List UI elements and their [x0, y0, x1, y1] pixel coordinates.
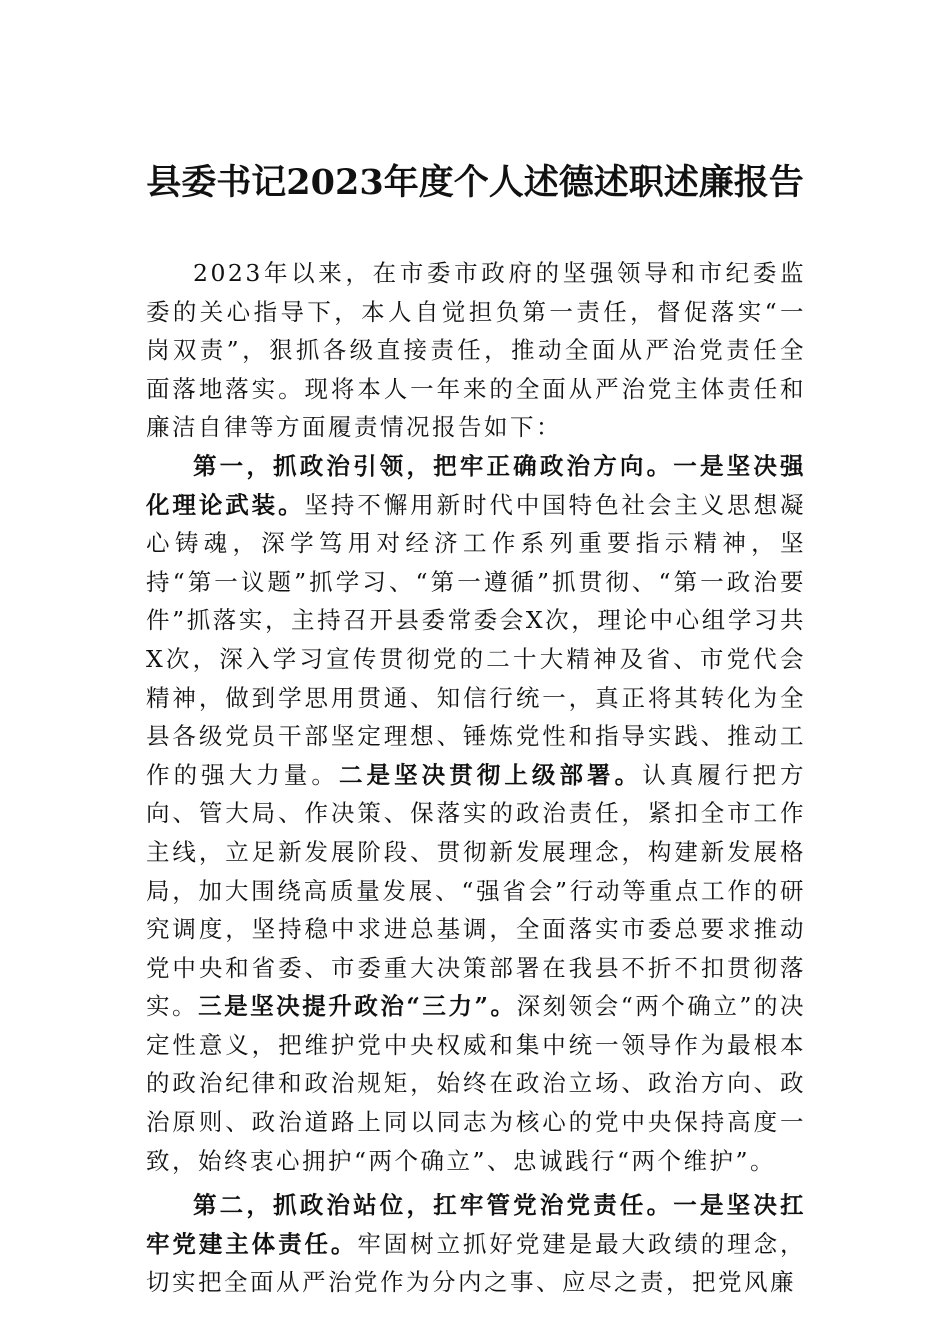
document-body: [146, 254, 806, 1302]
section-2-paragraph: [146, 1186, 806, 1302]
section-1-point-2-title: 二是坚决贯彻上级部署。: [338, 760, 643, 789]
section-2-heading: 第二，抓政治站位，扛牢管党治党责任。: [193, 1191, 674, 1220]
section-2-point-1-title: 一是坚决扛牢党建主体责任。: [146, 1191, 807, 1258]
document-title: 县委书记2023年度个人述德述职述廉报告: [146, 162, 804, 203]
section-1-point-3-title: 三是坚决提升政治“三力”。: [198, 992, 517, 1021]
section-1-point-1-text: 坚持不懈用新时代中国特色社会主义思想凝心铸魂，深学笃用对经济工作系列重要指示精神，坚持“第一议题”抓学习、“第一遵循”抓贯彻、“第一政治要件”抓落实，主持召开县委常委会X次，理论中心组学习共X次，深入学习宣传贯彻党的二十大精神及省、市党代会精神，做到学思用贯通、知信行统一，真正将其转化为全县各级党员干部坚定理想、锤炼党性和指导实践、推动工作的强大力量。: [146, 490, 806, 789]
section-2-point-1-text: 牢固树立抓好党建是最大政绩的理念，切实把全面从严治党作为分内之事、应尽之责，把党风廉: [146, 1229, 807, 1297]
section-1-point-3-text: 深刻领会“两个确立”的决定性意义，把维护党中央权威和集中统一领导作为最根本的政治纪律和政治规矩，始终在政治立场、政治方向、政治原则、政治道路上同以同志为核心的党中央保持高度一致，始终衷心拥护“两个确立”、忠诚践行“两个维护”。: [146, 992, 806, 1175]
section-1-point-2-text: 认真履行把方向、管大局、作决策、保落实的政治责任，紧扣全市工作主线，立足新发展阶段、贯彻新发展理念，构建新发展格局，加大围绕高质量发展、“强省会”行动等重点工作的研究调度，坚持稳中求进总基调，全面落实市委总要求推动党中央和省委、市委重大决策部署在我县不折不扣贯彻落实。: [146, 760, 807, 1021]
section-1-point-1-title: 一是坚决强化理论武装。: [146, 451, 807, 519]
intro-paragraph: 2023年以来，在市委市政府的坚强领导和市纪委监委的关心指导下，本人自觉担负第一责任，督促落实“一岗双责”，狠抓各级直接责任，推动全面从严治党责任全面落地落实。现将本人一年来的全面从严治党主体责任和廉洁自律等方面履责情况报告如下：: [146, 259, 806, 442]
section-1-heading: 第一，抓政治引领，把牢正确政治方向。: [193, 451, 674, 480]
section-1-paragraph: [146, 447, 806, 1180]
